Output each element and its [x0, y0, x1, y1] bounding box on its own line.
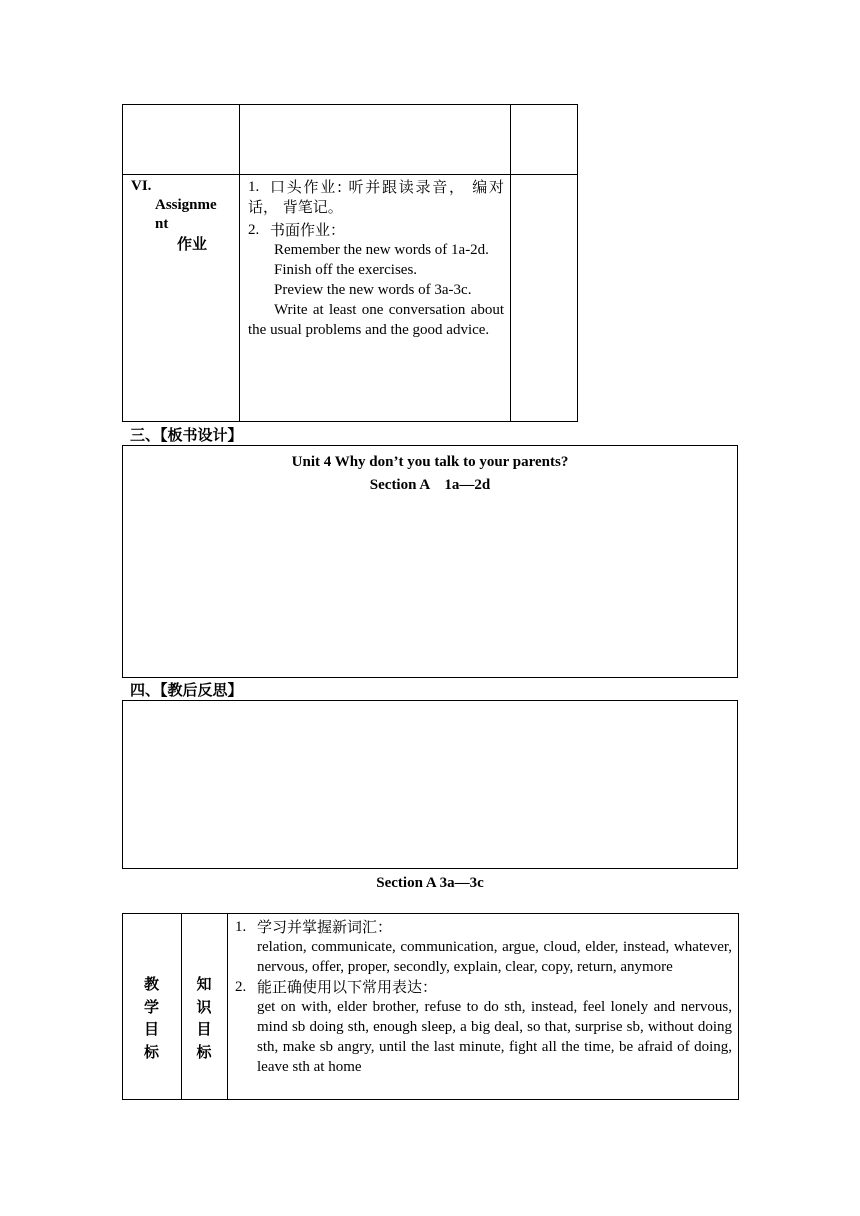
board-design-heading: 三、【板书设计】: [130, 426, 243, 444]
section-roman-numeral: VI.: [131, 178, 152, 194]
assignment-line-preview: Preview the new words of 3a-3c.: [274, 282, 472, 298]
objectives-content: [235, 917, 732, 1077]
label-char: 知: [196, 975, 212, 993]
item-number: 1.: [248, 179, 260, 195]
label-char: 标: [196, 1042, 212, 1061]
assignment-item-2: [248, 220, 504, 240]
label-char: 识: [196, 997, 212, 1016]
section-label-en-part1: Assignme: [155, 197, 217, 213]
board-design-box: [122, 445, 738, 678]
label-char: 目: [196, 1020, 212, 1038]
item-number: 2.: [248, 222, 260, 238]
assignment-section-label: [124, 177, 237, 254]
objective-item-1: [235, 917, 732, 937]
label-char: 教: [143, 975, 159, 993]
item-number: 2.: [235, 979, 247, 995]
board-title: Unit 4 Why don’t you talk to your parents?: [291, 454, 569, 470]
label-char: 学: [143, 997, 159, 1016]
assignment-item-1: [248, 177, 504, 217]
knowledge-objectives-label: [181, 973, 227, 1063]
board-subtitle: Section A 1a—2d: [369, 477, 491, 493]
teaching-objectives-label: [122, 973, 181, 1063]
label-char: 目: [143, 1020, 159, 1038]
label-char: 标: [143, 1042, 159, 1061]
item-text: 书面作业：: [270, 221, 346, 239]
reflection-box: [122, 700, 738, 869]
new-vocabulary-list: relation, communicate, communication, argue, cloud, elder, instead, whatever, nervous, offer, proper, secondly, explain, clear, copy, return, anymore: [257, 939, 732, 975]
section-label-cn: 作业: [177, 235, 208, 253]
item-title: 能正确使用以下常用表达：: [257, 978, 438, 996]
assignment-line-remember: Remember the new words of 1a-2d.: [274, 242, 489, 258]
assignment-line-finish: Finish off the exercises.: [274, 262, 418, 278]
item-number: 1.: [235, 919, 247, 935]
section-label-en-part2: nt: [155, 216, 169, 232]
reflection-heading: 四、【教后反思】: [130, 681, 243, 699]
assignment-line-write: Write at least one conversation about the usual problems and the good advice.: [248, 302, 504, 338]
section-title: Section A 3a—3c: [376, 875, 484, 891]
expressions-list: get on with, elder brother, refuse to do sth, instead, feel lonely and nervous, mind sb doing sth, enough sleep, a big deal, so that, surprise sb, without doing sth, make sb angry, until the last minute, fight all the time, be afraid of doing, leave sth at home: [257, 999, 732, 1075]
item-title: 学习并掌握新词汇：: [257, 918, 393, 936]
assignment-content: [248, 177, 504, 340]
objective-item-2: [235, 977, 732, 997]
item-text: 口头作业: 听并跟读录音， 编对话， 背笔记。: [248, 178, 504, 216]
